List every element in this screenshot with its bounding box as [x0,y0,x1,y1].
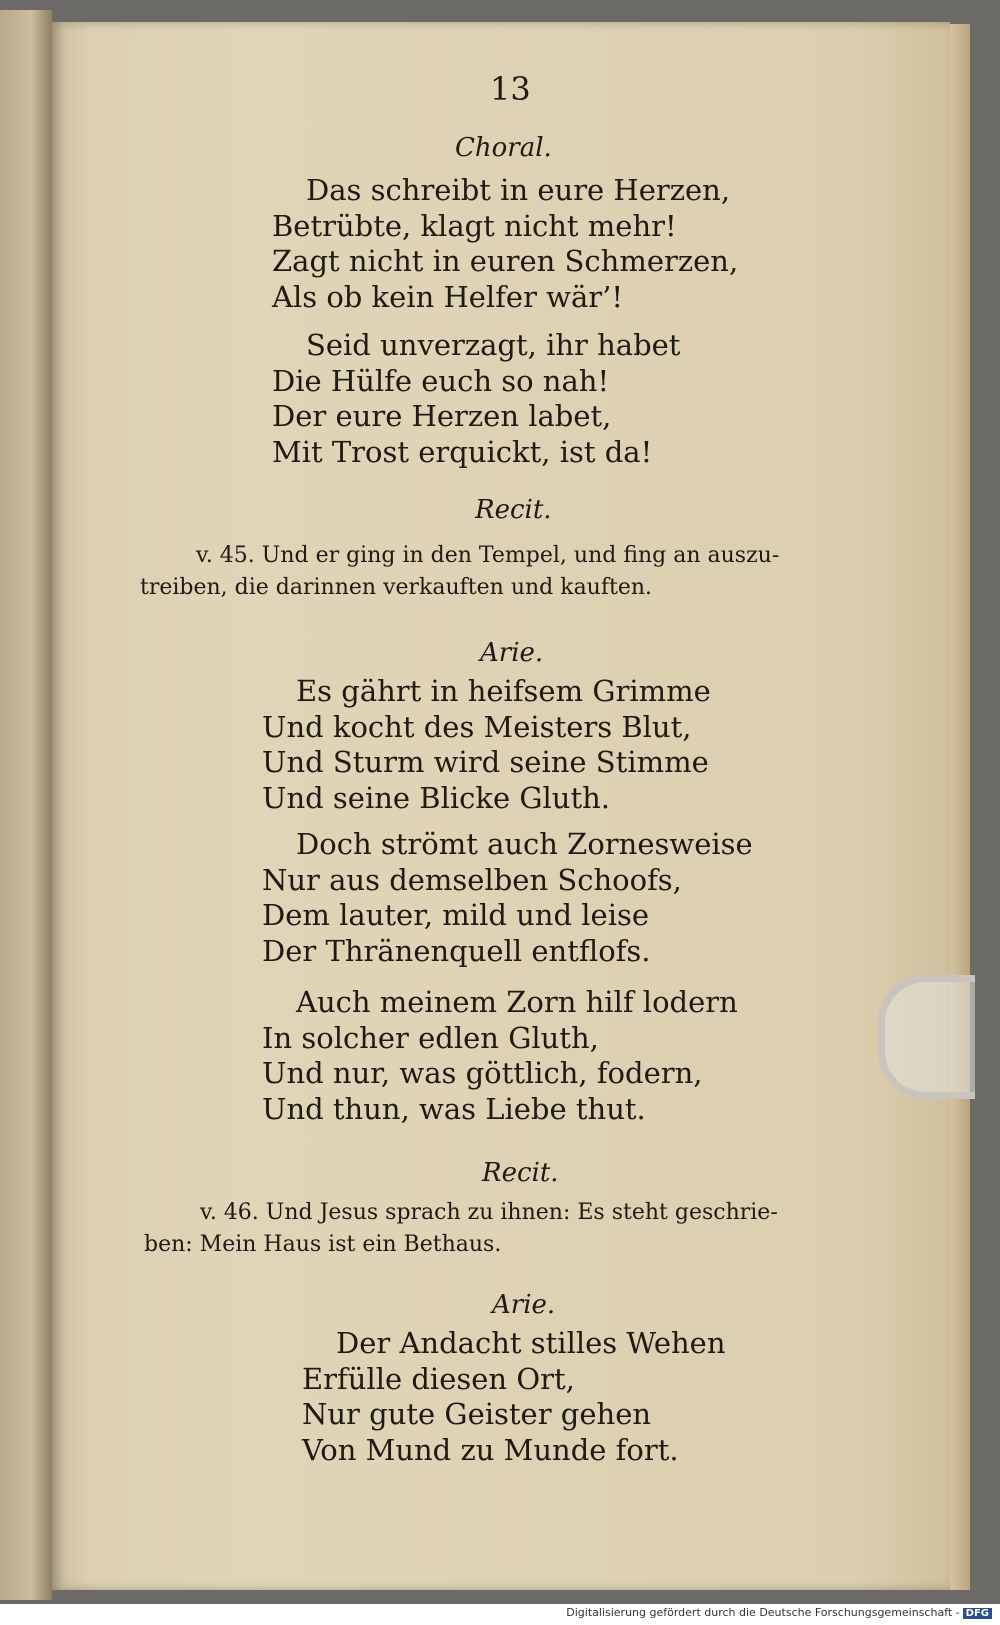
choral-stanza-1 [272,173,738,315]
recit-heading-1: Recit. [475,495,552,525]
arie-heading-1: Arie. [480,638,544,668]
facing-page-edge [0,10,52,1600]
choral-heading: Choral. [455,133,552,163]
verse-line: Zagt nicht in euren Schmerzen, [272,244,739,278]
arie-1-stanza-2 [262,827,753,969]
verse-line: Die Hülfe euch so nah! [272,363,610,398]
prose-line: v. 45. Und er ging in den Tempel, und fing an auszu- [196,543,780,568]
footer-credit-text: Digitalisierung gefördert durch die Deutsche Forschungsgemeinschaft - [566,1606,960,1619]
verse-line: Und kocht des Meisters Blut, [262,709,692,744]
verse-line: Und nur, was göttlich, fodern, [262,1056,703,1090]
verse-line: Das schreibt in eure Herzen, [306,173,731,207]
paper-clip [878,975,975,1099]
page-number: 13 [490,70,531,108]
footer-credit [566,1606,992,1619]
prose-line: v. 46. Und Jesus sprach zu ihnen: Es steht geschrie- [200,1200,778,1225]
verse-line: Dem lauter, mild und leise [262,898,650,932]
dfg-logo: DFG [963,1608,992,1619]
recit-2-text [144,1197,904,1261]
verse-line: Doch strömt auch Zornesweise [296,827,753,861]
verse-line: Der Thränenquell entflofs. [262,933,651,968]
arie-1-stanza-3 [262,985,738,1127]
verse-line: Seid unverzagt, ihr habet [306,328,681,362]
verse-line: Und thun, was Liebe thut. [262,1091,646,1126]
verse-line: Es gährt in heifsem Grimme [296,674,711,708]
verse-line: Nur gute Geister gehen [302,1397,652,1431]
verse-line: Mit Trost erquickt, ist da! [272,434,653,469]
verse-line: Erfülle diesen Ort, [302,1361,575,1396]
verse-line: Nur aus demselben Schoofs, [262,862,682,897]
recit-1-text [140,540,900,604]
prose-line: treiben, die darinnen verkauften und kauften. [140,575,653,600]
verse-line: Auch meinem Zorn hilf lodern [296,985,738,1019]
prose-line: ben: Mein Haus ist ein Bethaus. [144,1232,502,1257]
arie-2-stanza-1 [302,1326,726,1468]
verse-line: Als ob kein Helfer wär’! [272,279,624,314]
verse-line: Betrübte, klagt nicht mehr! [272,208,677,243]
recit-heading-2: Recit. [482,1158,559,1188]
verse-line: Der eure Herzen labet, [272,399,612,433]
verse-line: Und Sturm wird seine Stimme [262,745,709,779]
verse-line: Von Mund zu Munde fort. [302,1432,679,1467]
verse-line: Der Andacht stilles Wehen [336,1326,726,1360]
choral-stanza-2 [272,328,680,470]
verse-line: In solcher edlen Gluth, [262,1020,599,1055]
verse-line: Und seine Blicke Gluth. [262,780,610,815]
arie-heading-2: Arie. [492,1290,556,1320]
arie-1-stanza-1 [262,674,711,816]
